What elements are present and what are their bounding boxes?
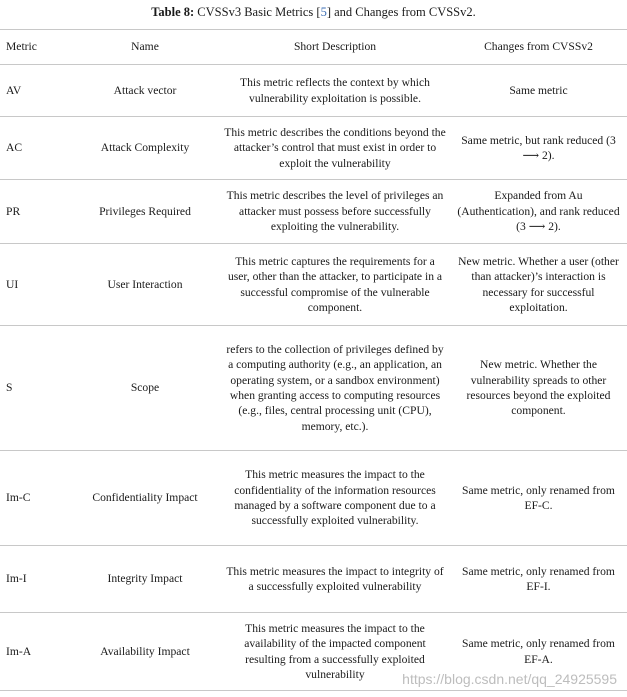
table-row [0,244,627,326]
caption-text-before: CVSSv3 Basic Metrics [ [194,5,321,19]
metrics-table [0,29,627,691]
metric-changes: Expanded from Au (Authentication), and rank reduced (3 ⟶ 2). [450,180,627,244]
metric-changes: New metric. Whether a user (other than attacker)’s interaction is necessary for successful exploitation. [450,244,627,326]
table-header [0,30,627,65]
metric-code: AV [0,65,70,117]
metric-name: Availability Impact [70,613,220,691]
watermark: https://blog.csdn.net/qq_24925595 [402,671,617,687]
metric-name: User Interaction [70,244,220,326]
table-row [0,326,627,451]
metric-changes: Same metric, but rank reduced (3 ⟶ 2). [450,117,627,180]
metric-changes: Same metric, only renamed from EF-A. [450,613,627,691]
metric-changes: Same metric, only renamed from EF-I. [450,546,627,613]
metric-name: Attack vector [70,65,220,117]
metric-description: refers to the collection of privileges defined by a computing authority (e.g., an application, an operating system, or a sandbox environment) when granting access to computing resources (e.g., files, central processing unit (CPU), memory, etc.). [220,326,450,451]
table-row [0,451,627,546]
metric-description: This metric describes the level of privileges an attacker must possess before successfully exploiting the vulnerability. [220,180,450,244]
metric-code: S [0,326,70,451]
header-row [0,30,627,65]
metric-description: This metric measures the impact to integrity of a successfully exploited vulnerability [220,546,450,613]
metric-changes: Same metric, only renamed from EF-C. [450,451,627,546]
header-metric: Metric [0,30,70,65]
metric-code: UI [0,244,70,326]
table-row [0,117,627,180]
metric-changes: Same metric [450,65,627,117]
table-row [0,65,627,117]
metric-description: This metric captures the requirements for a user, other than the attacker, to participate in a successful compromise of the vulnerable component. [220,244,450,326]
metric-description: This metric describes the conditions beyond the attacker’s control that must exist in order to exploit the vulnerability [220,117,450,180]
metric-description: This metric reflects the context by which vulnerability exploitation is possible. [220,65,450,117]
table-row [0,546,627,613]
metric-name: Privileges Required [70,180,220,244]
metric-code: Im-A [0,613,70,691]
metric-changes: New metric. Whether the vulnerability spreads to other resources beyond the exploited component. [450,326,627,451]
metric-code: AC [0,117,70,180]
metric-description: This metric measures the impact to the availability of the impacted component resulting from a successfully exploited vulnerability [220,613,450,691]
table-body [0,65,627,691]
caption-label: Table 8: [151,5,195,19]
table-row [0,180,627,244]
metric-name: Scope [70,326,220,451]
header-short-description: Short Description [220,30,450,65]
caption-text-after: ] and Changes from CVSSv2. [326,5,476,19]
metric-description: This metric measures the impact to the confidentiality of the information resources managed by a software component due to a successfully exploited vulnerability. [220,451,450,546]
caption-reference-link[interactable]: 5 [320,5,327,19]
metric-code: Im-I [0,546,70,613]
metric-name: Attack Complexity [70,117,220,180]
table-caption [0,4,627,20]
metric-code: PR [0,180,70,244]
header-name: Name [70,30,220,65]
metric-name: Confidentiality Impact [70,451,220,546]
header-changes: Changes from CVSSv2 [450,30,627,65]
metric-name: Integrity Impact [70,546,220,613]
metric-code: Im-C [0,451,70,546]
